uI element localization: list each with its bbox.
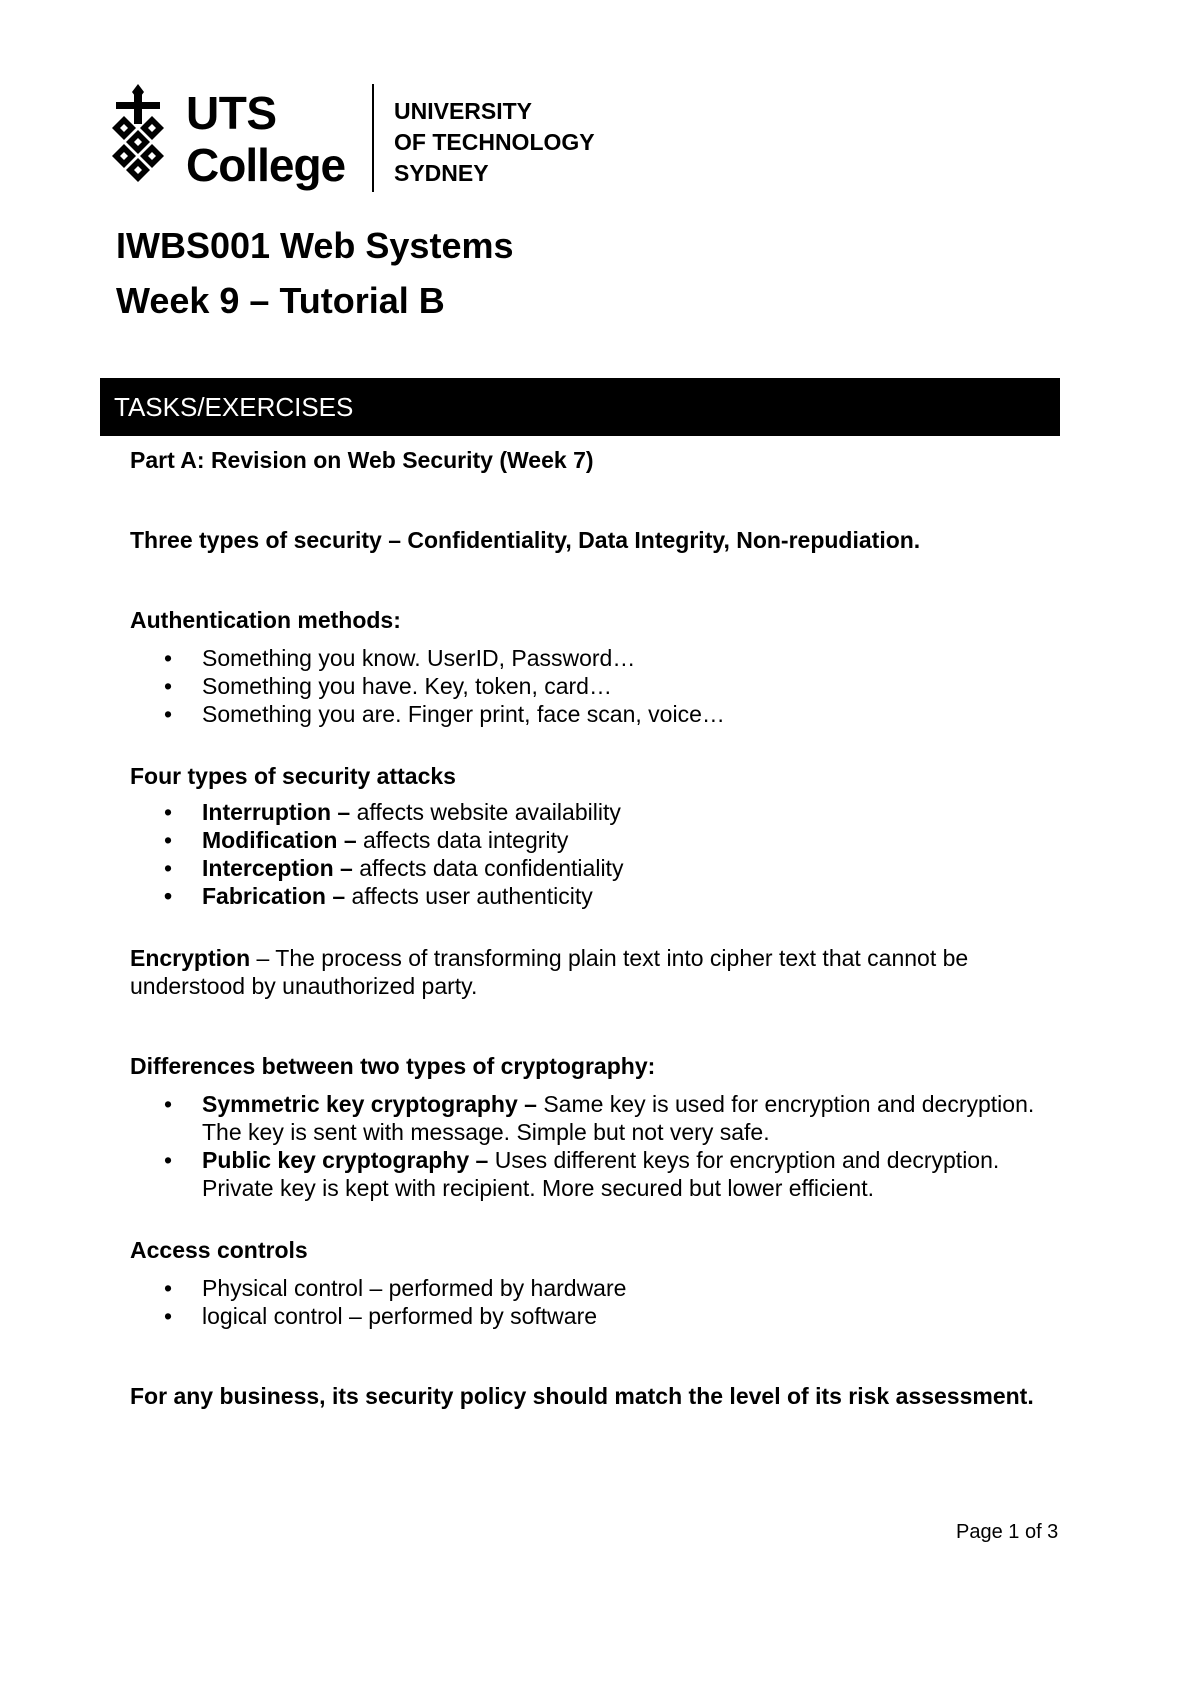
access-heading: Access controls [130,1237,308,1263]
bullet: • [164,645,173,671]
bullet: • [164,1091,173,1117]
access-list [130,1274,1060,1330]
attacks-heading: Four types of security attacks [130,763,456,789]
attack-term: Interception – [202,855,360,881]
list-item: • Physical control – performed by hardware [164,1275,627,1301]
document-subtitle: Week 9 – Tutorial B [116,280,445,321]
list-item: • Something you have. Key, token, card… [164,673,612,699]
attack-term: Fabrication – [202,883,352,909]
list-item [130,1146,1060,1202]
logo-divider [372,84,374,192]
security-types-statement: Three types of security – Confidentiality, Data Integrity, Non-repudiation. [130,527,921,553]
document-title: IWBS001 Web Systems [116,225,514,266]
logo-college-text: College [186,139,346,191]
crypto-term: Symmetric key cryptography – [202,1091,544,1117]
bullet: • [164,1303,173,1329]
bullet: • [164,1275,173,1301]
bullet: • [164,701,173,727]
list-item [130,1090,1060,1146]
list-item: • logical control – performed by software [164,1303,598,1329]
crypto-list [130,1090,1060,1202]
auth-list [130,644,1060,728]
attacks-list [130,798,1060,910]
attack-desc: affects data confidentiality [359,855,624,881]
logo-university-line: OF TECHNOLOGY [394,129,595,155]
encryption-desc: – The process of transforming plain text into cipher text that cannot be understood by unauthorized party. [130,945,969,999]
attack-desc: affects website availability [356,799,621,825]
crypto-heading: Differences between two types of cryptography: [130,1053,656,1079]
attack-desc: affects data integrity [363,827,569,853]
list-item [130,882,1060,910]
page-number: Page 1 of 3 [956,1521,1059,1543]
bullet: • [164,883,173,909]
section-banner [100,378,1060,436]
bullet: • [164,799,173,825]
document-body [130,446,1060,1410]
list-item [130,826,1060,854]
list-item [130,854,1060,882]
logo-uts-text: UTS [186,87,277,139]
crypto-term: Public key cryptography – [202,1147,495,1173]
bullet: • [164,855,173,881]
section-banner-label: TASKS/EXERCISES [114,392,354,422]
bullet: • [164,1147,173,1173]
logo-university-text [394,96,595,189]
logo-university-line: UNIVERSITY [394,98,533,124]
crypto-desc: Same key is used for encryption and decryption. The key is sent with message. Simple but not very safe. [202,1091,1035,1145]
part-a-heading: Part A: Revision on Web Security (Week 7) [130,447,594,473]
attack-desc: affects user authenticity [351,883,593,909]
attack-term: Modification – [202,827,363,853]
auth-heading: Authentication methods: [130,607,401,633]
encryption-term: Encryption [130,945,251,971]
crypto-desc: Uses different keys for encryption and decryption. Private key is kept with recipient. More secured but lower efficient. [202,1147,1000,1201]
uts-college-logo [108,84,628,194]
list-item: • Something you are. Finger print, face scan, voice… [164,701,725,727]
bullet: • [164,673,173,699]
bullet: • [164,827,173,853]
list-item: • Something you know. UserID, Password… [164,645,636,671]
uts-crest-icon [108,84,168,194]
encryption-definition [130,944,1060,1000]
policy-statement: For any business, its security policy should match the level of its risk assessment. [130,1383,1034,1409]
list-item [130,798,1060,826]
logo-university-line: SYDNEY [394,160,489,186]
attack-term: Interruption – [202,799,357,825]
